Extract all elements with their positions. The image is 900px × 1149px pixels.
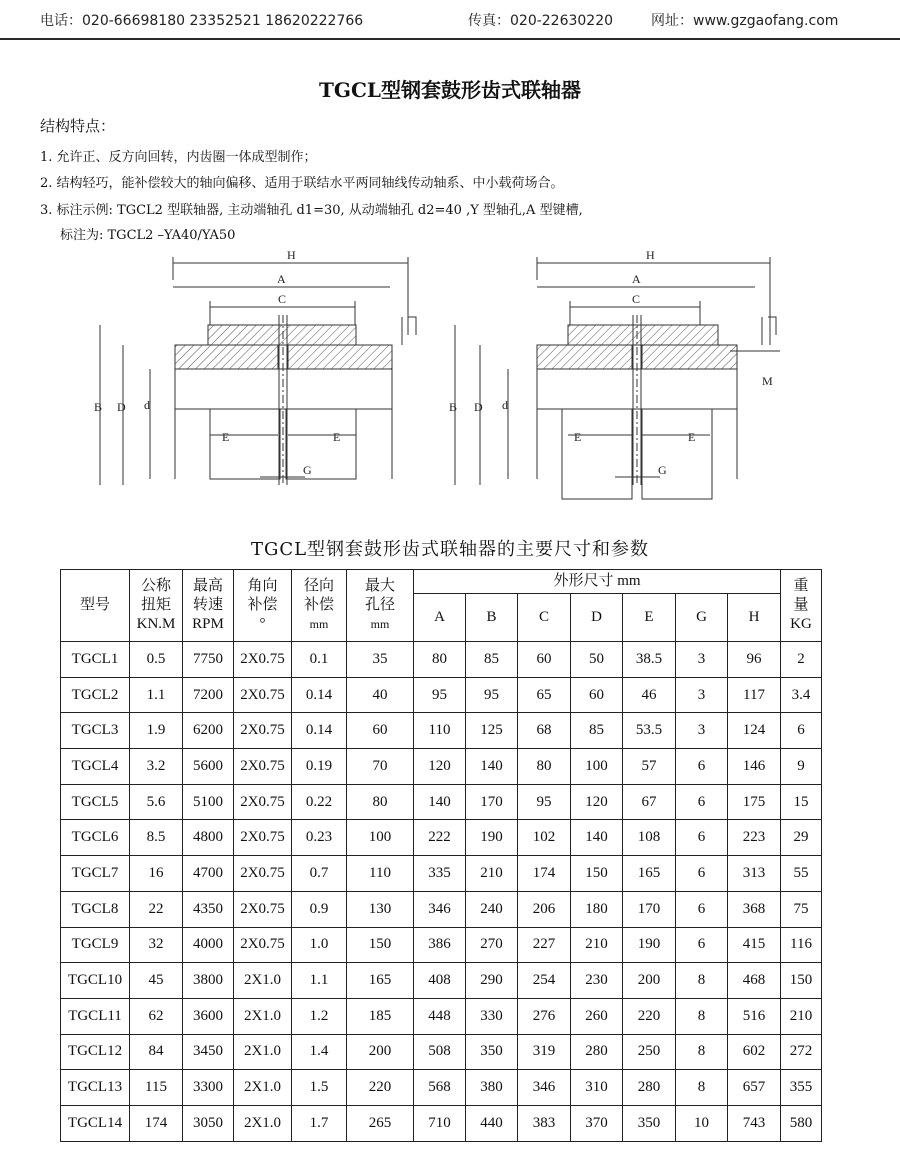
table-row bbox=[61, 642, 822, 678]
table-cell: 743 bbox=[728, 1105, 781, 1141]
website-text: 网址：www.gzgaofang.com bbox=[651, 13, 839, 29]
table-cell: 210 bbox=[466, 856, 518, 892]
table-cell: TGCL9 bbox=[61, 927, 130, 963]
table-cell: 508 bbox=[414, 1034, 466, 1070]
table-cell: 516 bbox=[728, 998, 781, 1034]
table-cell: 140 bbox=[466, 749, 518, 785]
header-dim-C: C bbox=[518, 594, 571, 642]
table-cell: 260 bbox=[571, 998, 623, 1034]
table-cell: 9 bbox=[781, 749, 822, 785]
table-row bbox=[61, 1105, 822, 1141]
table-cell: 0.14 bbox=[292, 713, 347, 749]
header-dim-G: G bbox=[676, 594, 728, 642]
table-cell: 110 bbox=[347, 856, 414, 892]
phone-text: 电话：020-66698180 23352521 18620222766 bbox=[40, 13, 364, 29]
header-radial: 径向 补偿 mm bbox=[292, 570, 347, 642]
table-cell: TGCL2 bbox=[61, 677, 130, 713]
table-cell: 368 bbox=[728, 891, 781, 927]
table-cell: 7200 bbox=[183, 677, 234, 713]
table-cell: 8 bbox=[676, 998, 728, 1034]
table-cell: TGCL5 bbox=[61, 784, 130, 820]
table-cell: 1.1 bbox=[130, 677, 183, 713]
table-cell: 46 bbox=[623, 677, 676, 713]
table-cell: 120 bbox=[414, 749, 466, 785]
table-cell: 6 bbox=[676, 749, 728, 785]
table-cell: 330 bbox=[466, 998, 518, 1034]
table-cell: TGCL12 bbox=[61, 1034, 130, 1070]
table-cell: 80 bbox=[518, 749, 571, 785]
label-d-left: d bbox=[144, 398, 150, 412]
label-C-right: C bbox=[632, 292, 641, 306]
table-cell: 280 bbox=[623, 1070, 676, 1106]
table-cell: 355 bbox=[781, 1070, 822, 1106]
table-row bbox=[61, 749, 822, 785]
table-cell: 2X1.0 bbox=[234, 1105, 292, 1141]
spec-table bbox=[60, 569, 822, 1142]
table-cell: 102 bbox=[518, 820, 571, 856]
table-cell: 5100 bbox=[183, 784, 234, 820]
table-cell: 200 bbox=[623, 963, 676, 999]
label-A-left: A bbox=[277, 272, 286, 286]
table-cell: 0.7 bbox=[292, 856, 347, 892]
table-cell: TGCL1 bbox=[61, 642, 130, 678]
table-cell: 62 bbox=[130, 998, 183, 1034]
label-E2-left: E bbox=[333, 430, 341, 444]
table-cell: 254 bbox=[518, 963, 571, 999]
table-cell: 6 bbox=[676, 784, 728, 820]
label-E1-right: E bbox=[574, 430, 582, 444]
label-H-right: H bbox=[646, 248, 655, 262]
table-cell: 276 bbox=[518, 998, 571, 1034]
table-cell: 1.1 bbox=[292, 963, 347, 999]
table-cell: 383 bbox=[518, 1105, 571, 1141]
table-cell: 210 bbox=[571, 927, 623, 963]
table-cell: 2X0.75 bbox=[234, 784, 292, 820]
table-cell: 120 bbox=[571, 784, 623, 820]
table-cell: 3600 bbox=[183, 998, 234, 1034]
table-cell: 0.5 bbox=[130, 642, 183, 678]
table-row bbox=[61, 1070, 822, 1106]
table-cell: 200 bbox=[347, 1034, 414, 1070]
table-cell: 146 bbox=[728, 749, 781, 785]
table-cell: 2X0.75 bbox=[234, 820, 292, 856]
table-cell: 265 bbox=[347, 1105, 414, 1141]
table-cell: 710 bbox=[414, 1105, 466, 1141]
table-cell: 5.6 bbox=[130, 784, 183, 820]
table-cell: 150 bbox=[781, 963, 822, 999]
table-cell: 100 bbox=[571, 749, 623, 785]
table-cell: 35 bbox=[347, 642, 414, 678]
header-dim-D: D bbox=[571, 594, 623, 642]
table-row bbox=[61, 677, 822, 713]
table-cell: 468 bbox=[728, 963, 781, 999]
table-cell: 67 bbox=[623, 784, 676, 820]
table-cell: 6 bbox=[676, 856, 728, 892]
label-B-left: B bbox=[94, 400, 103, 414]
table-cell: 84 bbox=[130, 1034, 183, 1070]
table-cell: 440 bbox=[466, 1105, 518, 1141]
features-heading: 结构特点： bbox=[40, 117, 116, 135]
label-B-right: B bbox=[449, 400, 458, 414]
table-cell: 165 bbox=[347, 963, 414, 999]
feature-item-1: 1. 允许正、反方向回转，内齿圈一体成型制作； bbox=[40, 150, 317, 165]
table-cell: 602 bbox=[728, 1034, 781, 1070]
left-view bbox=[100, 257, 416, 485]
table-cell: 1.2 bbox=[292, 998, 347, 1034]
table-cell: 6200 bbox=[183, 713, 234, 749]
header-dim-B: B bbox=[466, 594, 518, 642]
table-cell: 6 bbox=[676, 927, 728, 963]
table-cell: 50 bbox=[571, 642, 623, 678]
table-cell: 2X1.0 bbox=[234, 998, 292, 1034]
table-cell: 85 bbox=[571, 713, 623, 749]
table-cell: 2X0.75 bbox=[234, 749, 292, 785]
table-row bbox=[61, 820, 822, 856]
table-cell: 80 bbox=[347, 784, 414, 820]
table-cell: 319 bbox=[518, 1034, 571, 1070]
table-cell: 110 bbox=[414, 713, 466, 749]
table-cell: 2X1.0 bbox=[234, 1070, 292, 1106]
table-cell: 22 bbox=[130, 891, 183, 927]
table-cell: 3 bbox=[676, 713, 728, 749]
table-cell: 150 bbox=[571, 856, 623, 892]
table-cell: TGCL6 bbox=[61, 820, 130, 856]
table-cell: 185 bbox=[347, 998, 414, 1034]
table-cell: 8 bbox=[676, 1034, 728, 1070]
table-cell: 16 bbox=[130, 856, 183, 892]
table-cell: TGCL8 bbox=[61, 891, 130, 927]
table-cell: 190 bbox=[466, 820, 518, 856]
table-cell: 1.9 bbox=[130, 713, 183, 749]
table-cell: 175 bbox=[728, 784, 781, 820]
table-cell: 1.7 bbox=[292, 1105, 347, 1141]
table-cell: 448 bbox=[414, 998, 466, 1034]
table-cell: 3.2 bbox=[130, 749, 183, 785]
table-cell: 250 bbox=[623, 1034, 676, 1070]
table-cell: 55 bbox=[781, 856, 822, 892]
table-cell: 38.5 bbox=[623, 642, 676, 678]
table-cell: 0.14 bbox=[292, 677, 347, 713]
table-row bbox=[61, 1034, 822, 1070]
table-cell: TGCL10 bbox=[61, 963, 130, 999]
table-cell: 140 bbox=[414, 784, 466, 820]
table-cell: 0.1 bbox=[292, 642, 347, 678]
table-cell: 2X0.75 bbox=[234, 677, 292, 713]
table-cell: 70 bbox=[347, 749, 414, 785]
table-title: TGCL型钢套鼓形齿式联轴器的主要尺寸和参数 bbox=[250, 539, 650, 560]
table-cell: 5600 bbox=[183, 749, 234, 785]
label-D-left: D bbox=[117, 400, 126, 414]
table-cell: 240 bbox=[466, 891, 518, 927]
table-cell: 15 bbox=[781, 784, 822, 820]
label-C-left: C bbox=[278, 292, 287, 306]
table-cell: 85 bbox=[466, 642, 518, 678]
table-cell: 290 bbox=[466, 963, 518, 999]
table-cell: 60 bbox=[571, 677, 623, 713]
table-cell: 165 bbox=[623, 856, 676, 892]
feature-item-2: 2. 结构轻巧，能补偿较大的轴向偏移、适用于联结水平两同轴线传动轴系、中小载荷场合。 bbox=[40, 176, 564, 191]
table-cell: 8 bbox=[676, 1070, 728, 1106]
table-cell: 75 bbox=[781, 891, 822, 927]
table-cell: 57 bbox=[623, 749, 676, 785]
table-cell: 1.5 bbox=[292, 1070, 347, 1106]
header-weight: 重 量 KG bbox=[781, 570, 822, 642]
label-D-right: D bbox=[474, 400, 483, 414]
table-cell: 0.23 bbox=[292, 820, 347, 856]
table-cell: 2X0.75 bbox=[234, 856, 292, 892]
table-cell: 96 bbox=[728, 642, 781, 678]
label-G-right: G bbox=[658, 463, 667, 477]
table-cell: 32 bbox=[130, 927, 183, 963]
table-cell: 53.5 bbox=[623, 713, 676, 749]
table-cell: 0.9 bbox=[292, 891, 347, 927]
table-cell: 3800 bbox=[183, 963, 234, 999]
table-cell: 346 bbox=[518, 1070, 571, 1106]
table-cell: 4350 bbox=[183, 891, 234, 927]
table-cell: 95 bbox=[466, 677, 518, 713]
table-cell: 6 bbox=[781, 713, 822, 749]
table-cell: 568 bbox=[414, 1070, 466, 1106]
table-row bbox=[61, 856, 822, 892]
table-cell: 4800 bbox=[183, 820, 234, 856]
table-cell: 68 bbox=[518, 713, 571, 749]
table-row bbox=[61, 927, 822, 963]
table-cell: 270 bbox=[466, 927, 518, 963]
feature-item-3: 3. 标注示例: TGCL2 型联轴器, 主动端轴孔 d1=30, 从动端轴孔 d2=40 ,Y 型轴孔,A 型键槽, bbox=[40, 203, 583, 218]
table-cell: 117 bbox=[728, 677, 781, 713]
table-cell: 115 bbox=[130, 1070, 183, 1106]
table-cell: 190 bbox=[623, 927, 676, 963]
table-row bbox=[61, 784, 822, 820]
label-H-left: H bbox=[287, 248, 296, 262]
spec-table-body bbox=[61, 642, 822, 1142]
table-cell: 206 bbox=[518, 891, 571, 927]
table-cell: 0.19 bbox=[292, 749, 347, 785]
table-row bbox=[61, 891, 822, 927]
table-cell: 1.0 bbox=[292, 927, 347, 963]
table-cell: 174 bbox=[518, 856, 571, 892]
header-dim-E: E bbox=[623, 594, 676, 642]
table-cell: 3 bbox=[676, 677, 728, 713]
table-row bbox=[61, 998, 822, 1034]
table-cell: 6 bbox=[676, 891, 728, 927]
table-cell: 220 bbox=[623, 998, 676, 1034]
table-cell: 3 bbox=[676, 642, 728, 678]
header-dim-H: H bbox=[728, 594, 781, 642]
fax-text: 传真：020-22630220 bbox=[468, 13, 614, 29]
table-cell: 100 bbox=[347, 820, 414, 856]
table-cell: 227 bbox=[518, 927, 571, 963]
table-cell: TGCL3 bbox=[61, 713, 130, 749]
table-cell: 2X0.75 bbox=[234, 891, 292, 927]
table-cell: 130 bbox=[347, 891, 414, 927]
header-torque: 公称 扭矩 KN.M bbox=[130, 570, 183, 642]
header-speed: 最高 转速 RPM bbox=[183, 570, 234, 642]
table-cell: 223 bbox=[728, 820, 781, 856]
label-G-left: G bbox=[303, 463, 312, 477]
table-cell: 2X0.75 bbox=[234, 713, 292, 749]
table-row bbox=[61, 963, 822, 999]
table-cell: 60 bbox=[347, 713, 414, 749]
table-cell: 370 bbox=[571, 1105, 623, 1141]
table-cell: 6 bbox=[676, 820, 728, 856]
table-cell: 65 bbox=[518, 677, 571, 713]
table-cell: 280 bbox=[571, 1034, 623, 1070]
header-model: 型号 bbox=[61, 570, 130, 642]
table-cell: 2X0.75 bbox=[234, 642, 292, 678]
table-cell: 580 bbox=[781, 1105, 822, 1141]
table-cell: 335 bbox=[414, 856, 466, 892]
contact-bar bbox=[0, 0, 900, 38]
table-cell: TGCL7 bbox=[61, 856, 130, 892]
table-cell: 10 bbox=[676, 1105, 728, 1141]
label-d-right: d bbox=[502, 398, 508, 412]
table-cell: 170 bbox=[466, 784, 518, 820]
table-cell: 8 bbox=[676, 963, 728, 999]
label-E1-left: E bbox=[222, 430, 230, 444]
table-cell: 40 bbox=[347, 677, 414, 713]
header-dim-A: A bbox=[414, 594, 466, 642]
table-cell: TGCL4 bbox=[61, 749, 130, 785]
table-cell: 210 bbox=[781, 998, 822, 1034]
label-M-right: M bbox=[762, 374, 773, 388]
table-cell: 3.4 bbox=[781, 677, 822, 713]
table-cell: 3450 bbox=[183, 1034, 234, 1070]
table-cell: 80 bbox=[414, 642, 466, 678]
table-cell: 230 bbox=[571, 963, 623, 999]
right-view bbox=[455, 257, 780, 499]
header-dims-group: 外形尺寸 mm bbox=[414, 570, 781, 594]
table-cell: 1.4 bbox=[292, 1034, 347, 1070]
table-cell: 408 bbox=[414, 963, 466, 999]
table-cell: 0.22 bbox=[292, 784, 347, 820]
table-cell: 125 bbox=[466, 713, 518, 749]
table-cell: 220 bbox=[347, 1070, 414, 1106]
table-cell: 180 bbox=[571, 891, 623, 927]
table-cell: 7750 bbox=[183, 642, 234, 678]
table-cell: 350 bbox=[466, 1034, 518, 1070]
table-cell: TGCL11 bbox=[61, 998, 130, 1034]
table-cell: 2X0.75 bbox=[234, 927, 292, 963]
table-cell: TGCL13 bbox=[61, 1070, 130, 1106]
page-title: TGCL型钢套鼓形齿式联轴器 bbox=[319, 78, 581, 102]
table-cell: 140 bbox=[571, 820, 623, 856]
table-cell: 350 bbox=[623, 1105, 676, 1141]
table-row bbox=[61, 713, 822, 749]
table-cell: 29 bbox=[781, 820, 822, 856]
table-cell: 2X1.0 bbox=[234, 963, 292, 999]
feature-item-4: 标注为: TGCL2 –YA40/YA50 bbox=[60, 228, 236, 243]
table-cell: 657 bbox=[728, 1070, 781, 1106]
header-bore: 最大 孔径 mm bbox=[347, 570, 414, 642]
label-E2-right: E bbox=[688, 430, 696, 444]
table-cell: 95 bbox=[518, 784, 571, 820]
header-divider bbox=[0, 38, 900, 40]
table-cell: TGCL14 bbox=[61, 1105, 130, 1141]
table-cell: 45 bbox=[130, 963, 183, 999]
coupling-drawing bbox=[90, 245, 810, 510]
table-cell: 380 bbox=[466, 1070, 518, 1106]
label-A-right: A bbox=[632, 272, 641, 286]
table-cell: 174 bbox=[130, 1105, 183, 1141]
table-cell: 310 bbox=[571, 1070, 623, 1106]
header-angular: 角向 补偿 ° bbox=[234, 570, 292, 642]
table-cell: 108 bbox=[623, 820, 676, 856]
table-cell: 95 bbox=[414, 677, 466, 713]
table-cell: 346 bbox=[414, 891, 466, 927]
table-cell: 124 bbox=[728, 713, 781, 749]
table-cell: 116 bbox=[781, 927, 822, 963]
table-cell: 2 bbox=[781, 642, 822, 678]
table-cell: 170 bbox=[623, 891, 676, 927]
table-cell: 313 bbox=[728, 856, 781, 892]
table-cell: 2X1.0 bbox=[234, 1034, 292, 1070]
table-cell: 222 bbox=[414, 820, 466, 856]
table-cell: 4700 bbox=[183, 856, 234, 892]
table-cell: 272 bbox=[781, 1034, 822, 1070]
table-cell: 150 bbox=[347, 927, 414, 963]
table-cell: 4000 bbox=[183, 927, 234, 963]
table-cell: 386 bbox=[414, 927, 466, 963]
table-cell: 3300 bbox=[183, 1070, 234, 1106]
table-cell: 8.5 bbox=[130, 820, 183, 856]
table-cell: 415 bbox=[728, 927, 781, 963]
table-cell: 60 bbox=[518, 642, 571, 678]
table-cell: 3050 bbox=[183, 1105, 234, 1141]
